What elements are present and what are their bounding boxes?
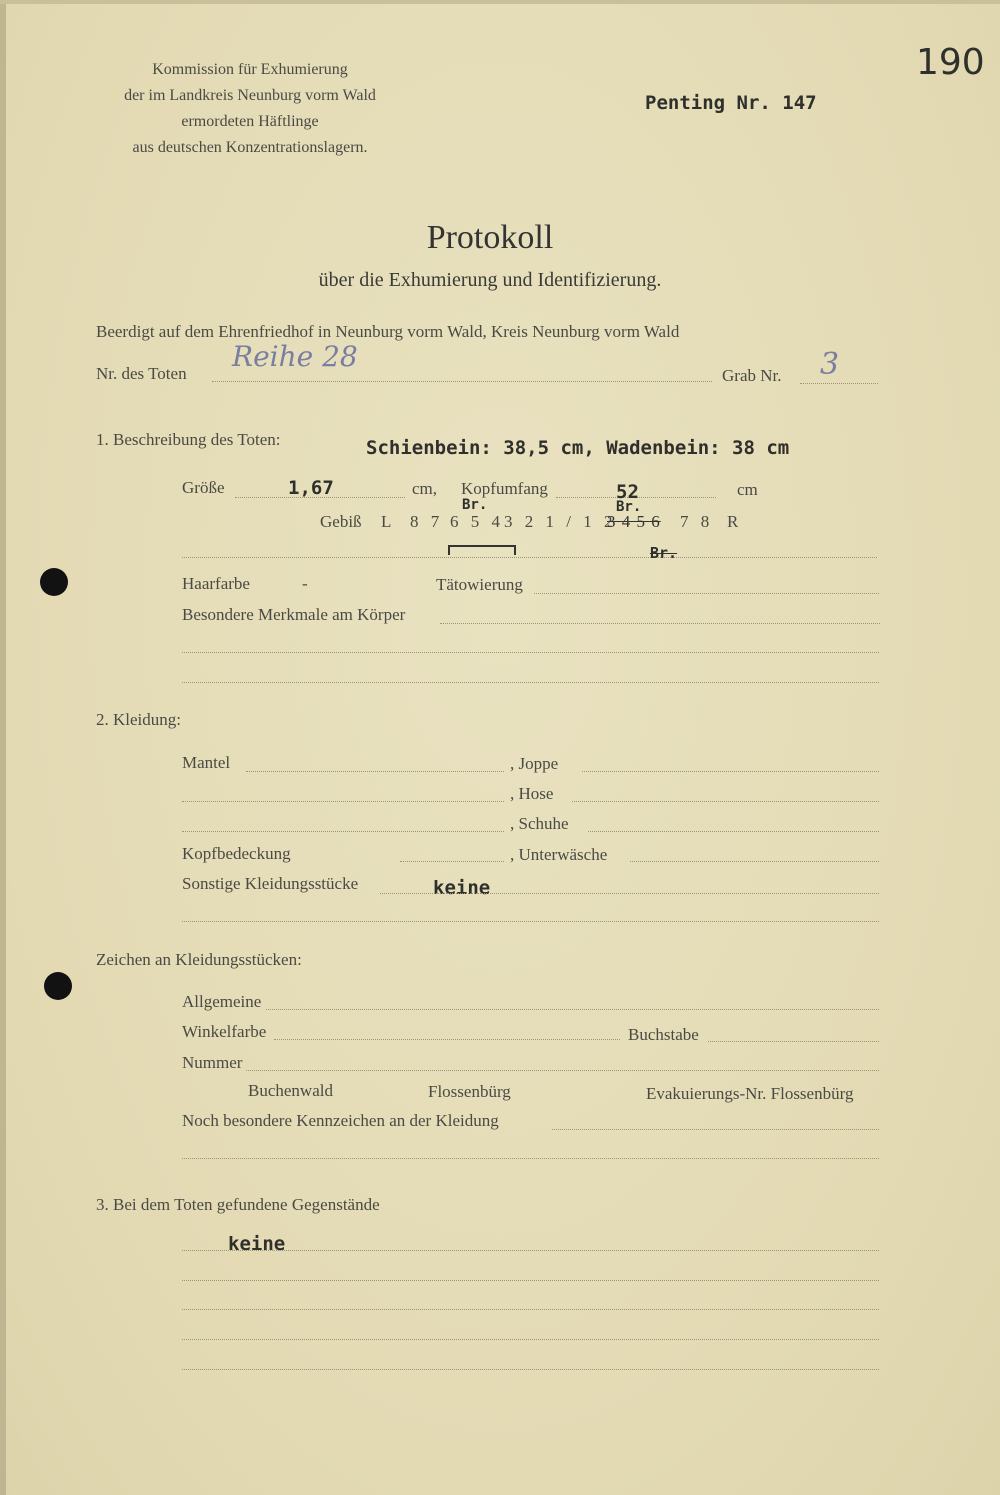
grave-label: Grab Nr. <box>722 366 782 385</box>
other-clothing-label: Sonstige Kleidungsstücke <box>182 874 359 893</box>
clothing-marks-heading: Zeichen an Kleidungsstücken: <box>96 950 302 969</box>
fill-line <box>182 1250 879 1251</box>
fill-line <box>266 1009 879 1010</box>
teeth-right-marker: R <box>727 512 739 531</box>
fill-line <box>440 623 880 624</box>
page-edge <box>0 0 6 1495</box>
teeth-left: 8 7 <box>410 512 444 531</box>
shoes-label: , Schuhe <box>510 814 569 833</box>
burial-line: Beerdigt auf dem Ehrenfriedhof in Neunburg vorm Wald, Kreis Neunburg vorm Wald <box>96 322 680 341</box>
hair-color-value: - <box>302 574 308 593</box>
fill-line <box>708 1041 879 1042</box>
bridge-bracket <box>448 545 516 555</box>
teeth-right-bridge-teeth: 3 4 5 6 <box>607 512 661 531</box>
letter-label: Buchstabe <box>628 1025 699 1044</box>
fill-line <box>182 652 879 653</box>
fill-line <box>182 682 879 683</box>
fill-line <box>800 383 878 384</box>
fill-line <box>588 831 879 832</box>
section1-heading: 1. Beschreibung des Toten: <box>96 430 281 449</box>
badge-color-label: Winkelfarbe <box>182 1022 267 1041</box>
commission-line: Kommission für Exhumierung <box>152 61 348 78</box>
page-subtitle: über die Exhumierung und Identifizierung. <box>318 269 662 291</box>
page-number: 190 <box>916 42 985 83</box>
height-label: Größe <box>182 478 225 497</box>
fill-line <box>182 831 504 832</box>
fill-line <box>400 861 504 862</box>
jacket-label: , Joppe <box>510 754 559 773</box>
teeth-label: Gebiß <box>320 512 362 531</box>
fill-line <box>212 381 712 382</box>
buchenwald-label: Buchenwald <box>248 1081 333 1100</box>
commission-line: der im Landkreis Neunburg vorm Wald <box>124 87 376 104</box>
dead-number-label: Nr. des Toten <box>96 364 187 383</box>
bridge-note: Br. <box>650 544 678 562</box>
dead-number-value: Reihe 28 <box>232 340 358 373</box>
flossenbuerg-label: Flossenbürg <box>428 1082 511 1101</box>
fill-line <box>182 1369 879 1370</box>
headwear-label: Kopfbedeckung <box>182 844 291 863</box>
fill-line <box>380 893 879 894</box>
fill-line <box>630 861 879 862</box>
teeth-right: 7 8 <box>680 512 714 531</box>
underwear-label: , Unterwäsche <box>510 845 608 864</box>
fill-line <box>246 771 504 772</box>
fill-line <box>182 1339 879 1340</box>
head-circumference-label: Kopfumfang <box>461 479 548 498</box>
commission-line: aus deutschen Konzentrationslagern. <box>132 139 368 156</box>
reference-number: Penting Nr. 147 <box>645 92 817 114</box>
fill-line <box>572 801 879 802</box>
coat-label: Mantel <box>182 753 231 772</box>
other-marks-label: Noch besondere Kennzeichen an der Kleidung <box>182 1111 499 1130</box>
teeth-middle: 3 2 1 / 1 2 <box>504 512 617 531</box>
fill-line <box>246 1070 879 1071</box>
fill-line <box>582 771 879 772</box>
fill-line <box>552 1129 879 1130</box>
punch-hole <box>40 568 68 596</box>
number-label: Nummer <box>182 1053 243 1072</box>
grave-value: 3 <box>820 347 840 382</box>
head-circumference-value: 52 <box>616 481 639 503</box>
cm-label: cm <box>737 480 758 499</box>
bone-measurements: Schienbein: 38,5 cm, Wadenbein: 38 cm <box>366 437 790 459</box>
found-items-value: keine <box>228 1233 286 1255</box>
cm-label: cm, <box>412 479 438 498</box>
page-title: Protokoll <box>426 219 554 256</box>
hair-color-label: Haarfarbe <box>182 574 250 593</box>
fill-line <box>274 1039 620 1040</box>
general-marks-label: Allgemeine <box>182 992 262 1011</box>
section3-heading: 3. Bei dem Toten gefundene Gegenstände <box>96 1195 380 1214</box>
height-value: 1,67 <box>288 477 334 499</box>
fill-line <box>182 1158 879 1159</box>
body-marks-label: Besondere Merkmale am Körper <box>182 605 406 624</box>
punch-hole <box>44 972 72 1000</box>
fill-line <box>182 801 504 802</box>
bridge-note: Br. <box>462 497 488 513</box>
fill-line <box>182 921 879 922</box>
other-clothing-value: keine <box>433 877 491 899</box>
commission-line: ermordeten Häftlinge <box>181 113 319 130</box>
tattoo-label: Tätowierung <box>436 575 523 594</box>
page-edge-top <box>0 0 1000 4</box>
section2-heading: 2. Kleidung: <box>96 710 181 729</box>
fill-line <box>182 1280 879 1281</box>
teeth-left-bridge-teeth: 6 5 4 <box>450 512 504 531</box>
fill-line <box>534 593 879 594</box>
evacuation-number-label: Evakuierungs-Nr. Flossenbürg <box>646 1084 854 1103</box>
teeth-left-marker: L <box>381 512 392 531</box>
fill-line <box>182 557 877 558</box>
trousers-label: , Hose <box>510 784 554 803</box>
bridge-note: Br. <box>616 499 642 515</box>
fill-line <box>182 1309 879 1310</box>
